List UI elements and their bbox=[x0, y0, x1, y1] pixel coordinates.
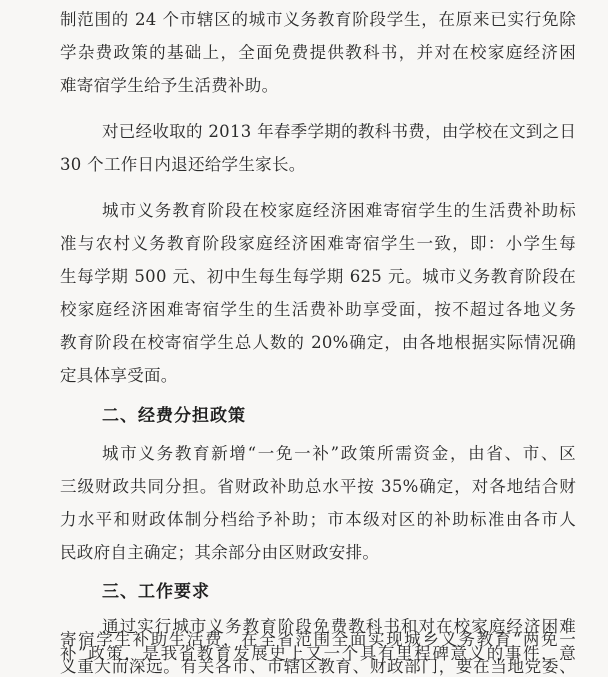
text-line: 义重大而深远。有关各市、市辖区教育、财政部门，要在当地党委、 bbox=[60, 657, 576, 676]
text-line: 定具体享受面。 bbox=[60, 366, 178, 385]
text-line: 补”政策，是我省教育发展史上又一个具有里程碑意义的事件，意 bbox=[60, 643, 576, 663]
text-line: 三级财政共同分担。省财政补助总水平按 35%确定，对各地结合财 bbox=[60, 477, 576, 496]
text-line: 城市义务教育阶段在校家庭经济困难寄宿学生的生活费补助标 bbox=[102, 201, 576, 220]
text-line: 通过实行城市义务教育阶段免费教科书和对在校家庭经济困难 bbox=[102, 617, 576, 636]
text-line: 校家庭经济困难寄宿学生的生活费补助享受面，按不超过各地义务 bbox=[60, 300, 576, 319]
section-heading: 三、工作要求 bbox=[102, 582, 210, 602]
text-line: 城市义务教育新增“一免一补”政策所需资金，由省、市、区 bbox=[102, 444, 576, 463]
text-line: 难寄宿学生给予生活费补助。 bbox=[60, 76, 279, 95]
text-line: 准与农村义务教育阶段家庭经济困难寄宿学生一致，即：小学生每 bbox=[60, 234, 576, 253]
text-line: 生每学期 500 元、初中生每生每学期 625 元。城市义务教育阶段在 bbox=[60, 267, 576, 286]
text-line: 对已经收取的 2013 年春季学期的教科书费，由学校在文到之日 bbox=[102, 122, 576, 141]
text-line: 制范围的 24 个市辖区的城市义务教育阶段学生，在原来已实行免除 bbox=[60, 10, 576, 29]
section-heading: 二、经费分担政策 bbox=[102, 406, 246, 426]
text-line: 力水平和财政体制分档给予补助；市本级对区的补助标准由各市人 bbox=[60, 510, 576, 529]
text-line: 民政府自主确定；其余部分由区财政安排。 bbox=[60, 543, 380, 562]
text-line: 教育阶段在校寄宿学生总人数的 20%确定，由各地根据实际情况确 bbox=[60, 333, 576, 352]
text-line: 30 个工作日内退还给学生家长。 bbox=[60, 155, 306, 174]
text-line: 学杂费政策的基础上，全面免费提供教科书，并对在校家庭经济困 bbox=[60, 43, 576, 62]
text-line: 寄宿学生补助生活费，在全省范围全面实现城乡义务教育“两免一 bbox=[60, 630, 576, 650]
